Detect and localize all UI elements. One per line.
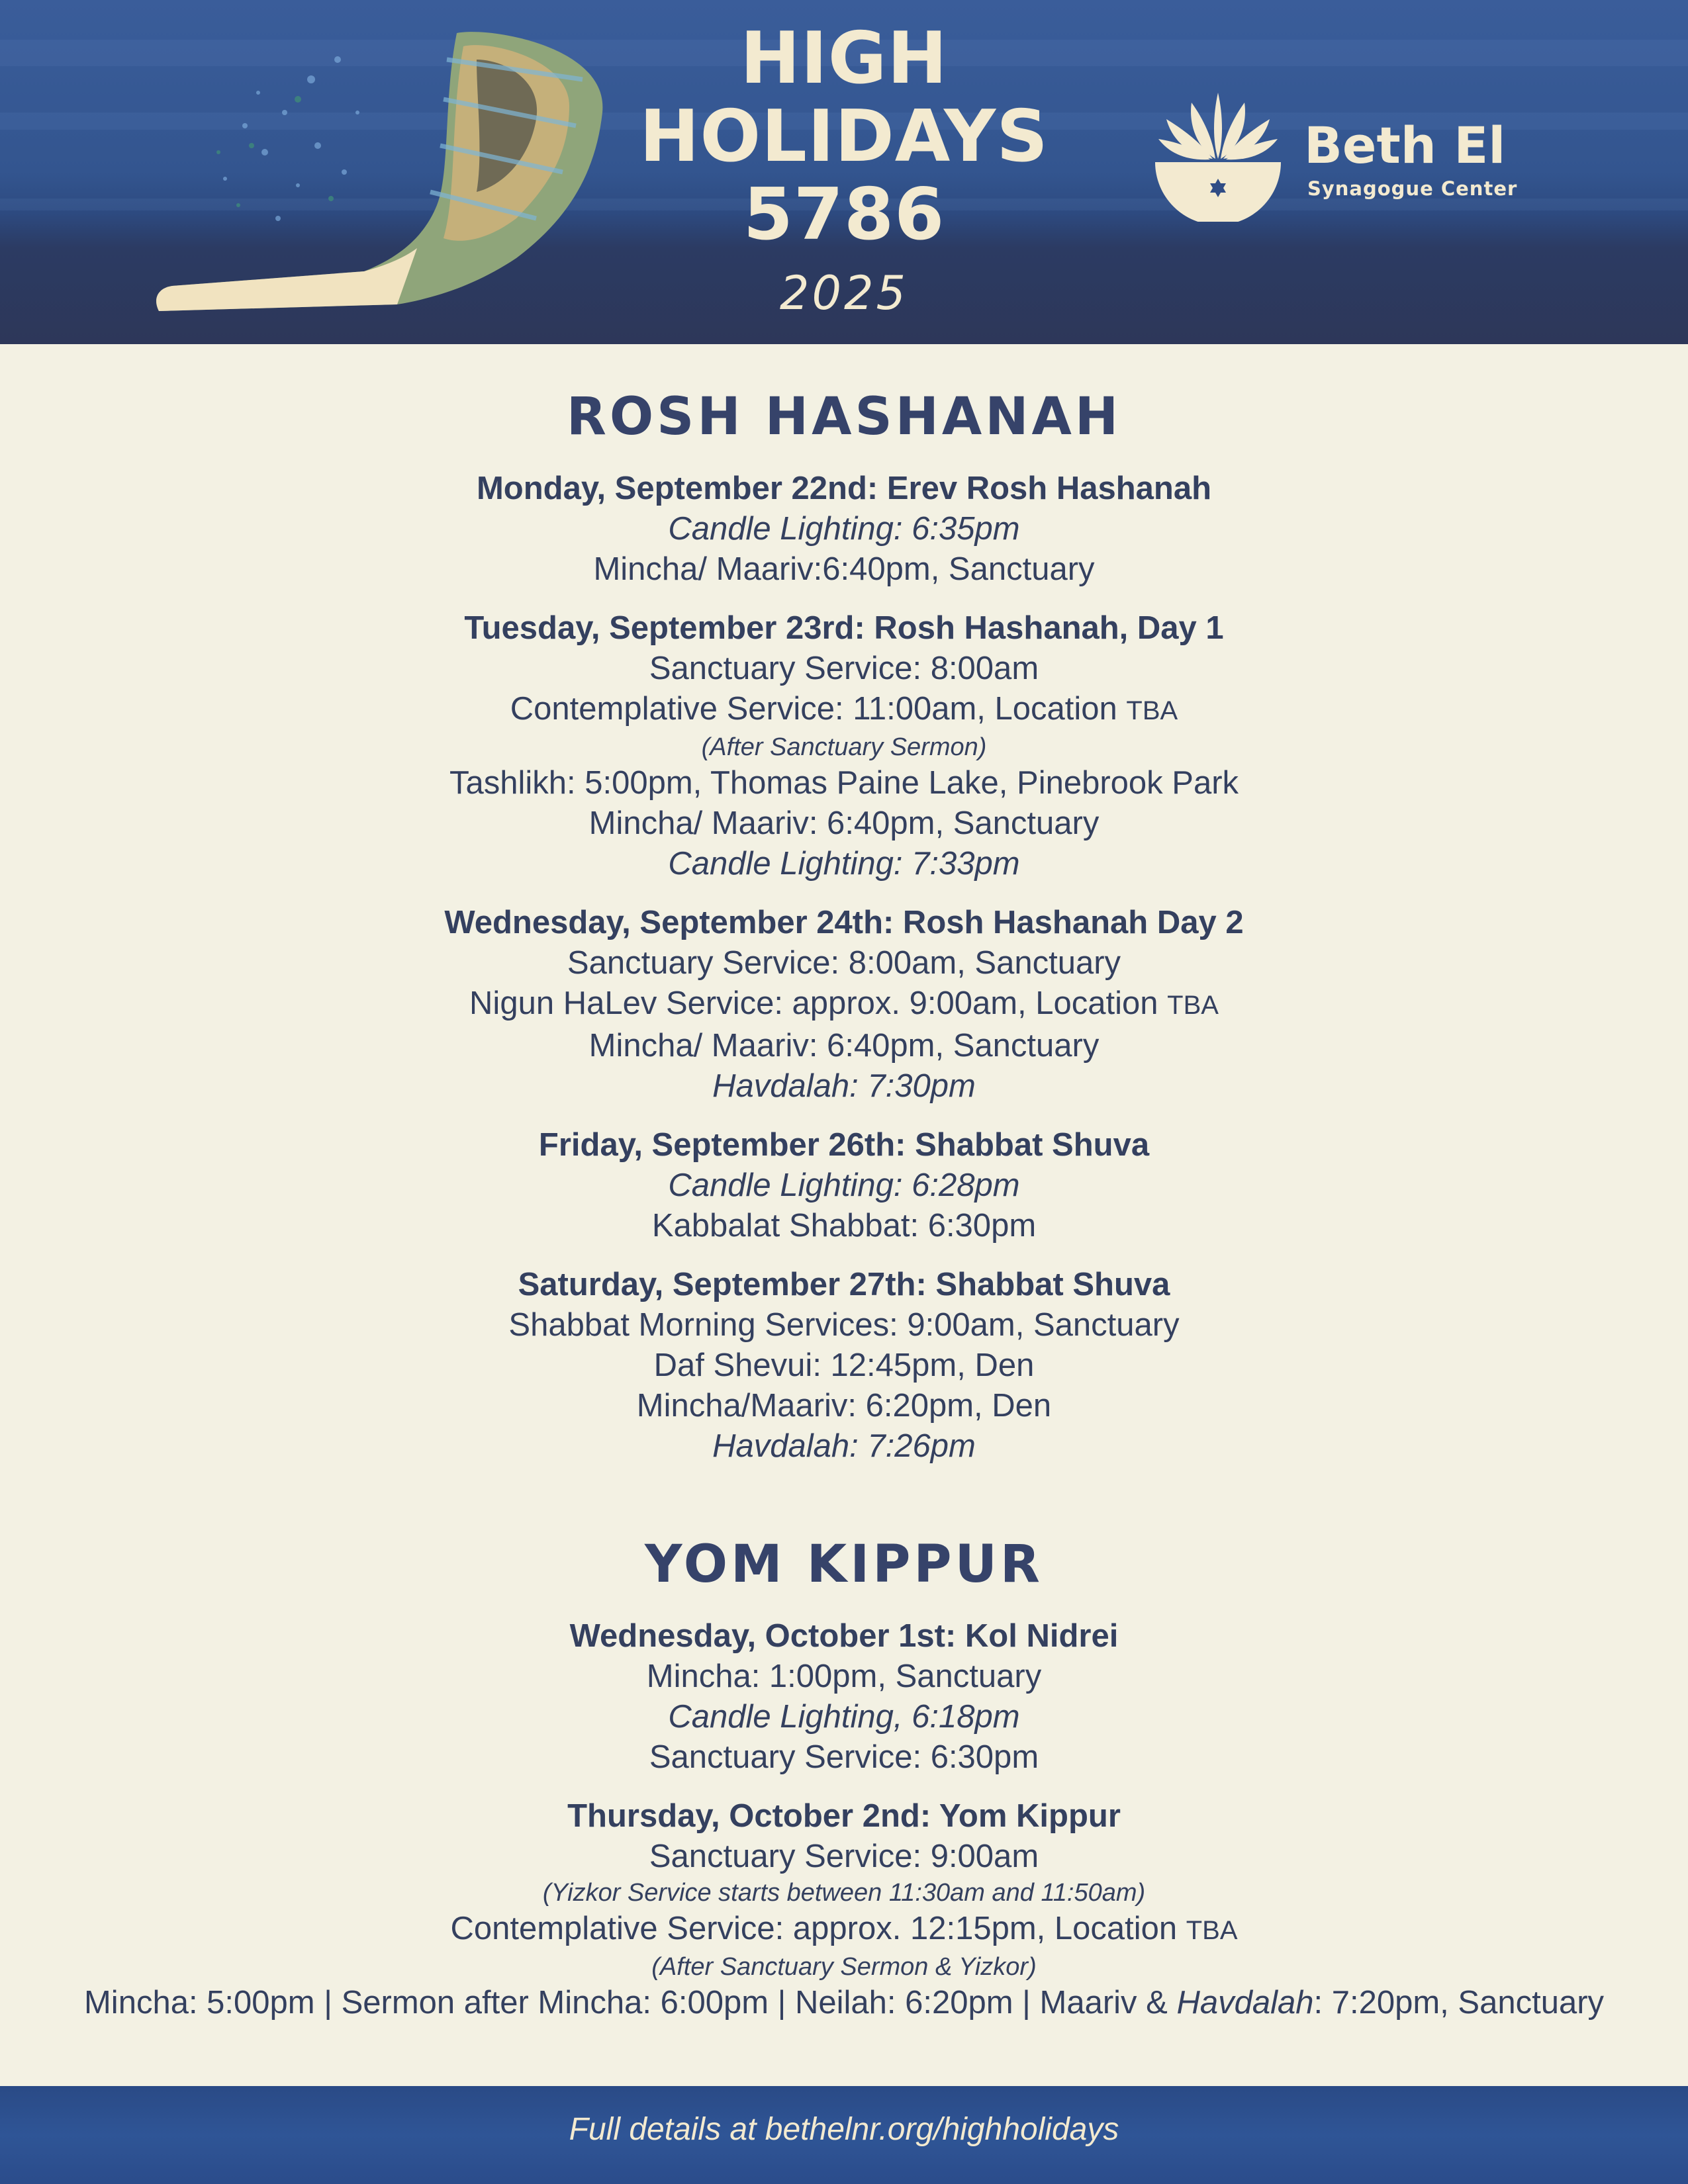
section-spacer <box>0 1467 1688 1531</box>
day-block-sept-24 <box>0 903 1688 1107</box>
havdalah: Havdalah: 7:30pm <box>712 1068 976 1104</box>
title-holidays: HOLIDAYS <box>639 95 1049 178</box>
service-line: Mincha/ Maariv: 6:40pm, Sanctuary <box>588 805 1100 841</box>
final-services-text: Mincha: 5:00pm | Sermon after Mincha: 6:00pm | Neilah: 6:20pm | Maariv & <box>83 1985 1177 2021</box>
title-high: HIGH <box>740 17 948 100</box>
service-line: Mincha: 1:00pm, Sanctuary <box>646 1659 1042 1694</box>
service-note: (Yizkor Service starts between 11:30am and 11:50am) <box>542 1879 1146 1907</box>
tba-label: TBA <box>1126 696 1178 725</box>
day-block-sept-27 <box>0 1265 1688 1467</box>
footer-banner <box>0 2086 1688 2184</box>
day-heading: Wednesday, September 24th: Rosh Hashanah Day 2 <box>444 905 1244 940</box>
header-banner <box>0 0 1688 344</box>
title-hebrew-year: 5786 <box>743 173 945 256</box>
day-heading: Monday, September 22nd: Erev Rosh Hashanah <box>476 471 1212 506</box>
service-line: Sanctuary Service: 8:00am, Sanctuary <box>567 945 1121 981</box>
main-title <box>583 17 1105 323</box>
service-line: Sanctuary Service: 6:30pm <box>649 1739 1039 1775</box>
service-line: Shabbat Morning Services: 9:00am, Sanctuary <box>508 1307 1180 1343</box>
tba-label: TBA <box>1186 1916 1238 1945</box>
day-block-sept-22 <box>0 469 1688 590</box>
service-line <box>0 983 1688 1026</box>
shofar-illustration-icon <box>146 20 622 331</box>
title-year: 2025 <box>779 266 909 320</box>
service-text: Contemplative Service: approx. 12:15pm, Location <box>450 1911 1186 1946</box>
logo-name: Beth El <box>1304 116 1506 175</box>
candle-lighting: Candle Lighting: 6:28pm <box>668 1167 1020 1203</box>
service-text: Contemplative Service: 11:00am, Location <box>510 691 1127 727</box>
service-note: (After Sanctuary Sermon) <box>701 733 987 761</box>
final-services-time: : 7:20pm, Sanctuary <box>1313 1985 1605 2021</box>
havdalah: Havdalah: 7:26pm <box>712 1428 976 1464</box>
section-title-rosh-hashanah: ROSH HASHANAH <box>566 387 1122 447</box>
final-services-line <box>0 1983 1688 2023</box>
section-title-yom-kippur: YOM KIPPUR <box>645 1535 1043 1594</box>
day-heading: Tuesday, September 23rd: Rosh Hashanah, Day 1 <box>464 610 1224 646</box>
day-heading: Friday, September 26th: Shabbat Shuva <box>538 1127 1150 1163</box>
service-line: Tashlikh: 5:00pm, Thomas Paine Lake, Pinebrook Park <box>449 765 1239 801</box>
service-text: Nigun HaLev Service: approx. 9:00am, Location <box>469 985 1168 1021</box>
service-line <box>0 1909 1688 1951</box>
day-heading: Wednesday, October 1st: Kol Nidrei <box>569 1618 1119 1654</box>
schedule <box>0 384 1688 2023</box>
day-heading: Saturday, September 27th: Shabbat Shuva <box>518 1267 1170 1302</box>
footer-details-link[interactable]: Full details at bethelnr.org/highholidays <box>569 2112 1119 2147</box>
service-line: Sanctuary Service: 9:00am <box>649 1839 1039 1874</box>
day-block-sept-23 <box>0 608 1688 884</box>
service-line: Daf Shevui: 12:45pm, Den <box>653 1347 1035 1383</box>
logo-subtitle: Synagogue Center <box>1307 177 1518 200</box>
havdalah-word: Havdalah <box>1176 1985 1314 2021</box>
day-block-oct-1 <box>0 1616 1688 1778</box>
service-line: Mincha/ Maariv: 6:40pm, Sanctuary <box>588 1028 1100 1064</box>
day-block-sept-26 <box>0 1125 1688 1246</box>
candle-lighting: Candle Lighting: 7:33pm <box>668 846 1020 882</box>
candle-lighting: Candle Lighting, 6:18pm <box>668 1699 1020 1735</box>
service-line <box>0 689 1688 731</box>
service-line: Mincha/ Maariv:6:40pm, Sanctuary <box>593 551 1095 587</box>
day-heading: Thursday, October 2nd: Yom Kippur <box>567 1798 1121 1834</box>
service-line: Sanctuary Service: 8:00am <box>649 651 1039 686</box>
tba-label: TBA <box>1167 991 1219 1020</box>
service-line: Kabbalat Shabbat: 6:30pm <box>651 1208 1037 1244</box>
service-line: Mincha/Maariv: 6:20pm, Den <box>636 1388 1052 1424</box>
day-block-oct-2 <box>0 1796 1688 2023</box>
candle-lighting: Candle Lighting: 6:35pm <box>668 511 1020 547</box>
service-note: (After Sanctuary Sermon & Yizkor) <box>651 1953 1037 1981</box>
